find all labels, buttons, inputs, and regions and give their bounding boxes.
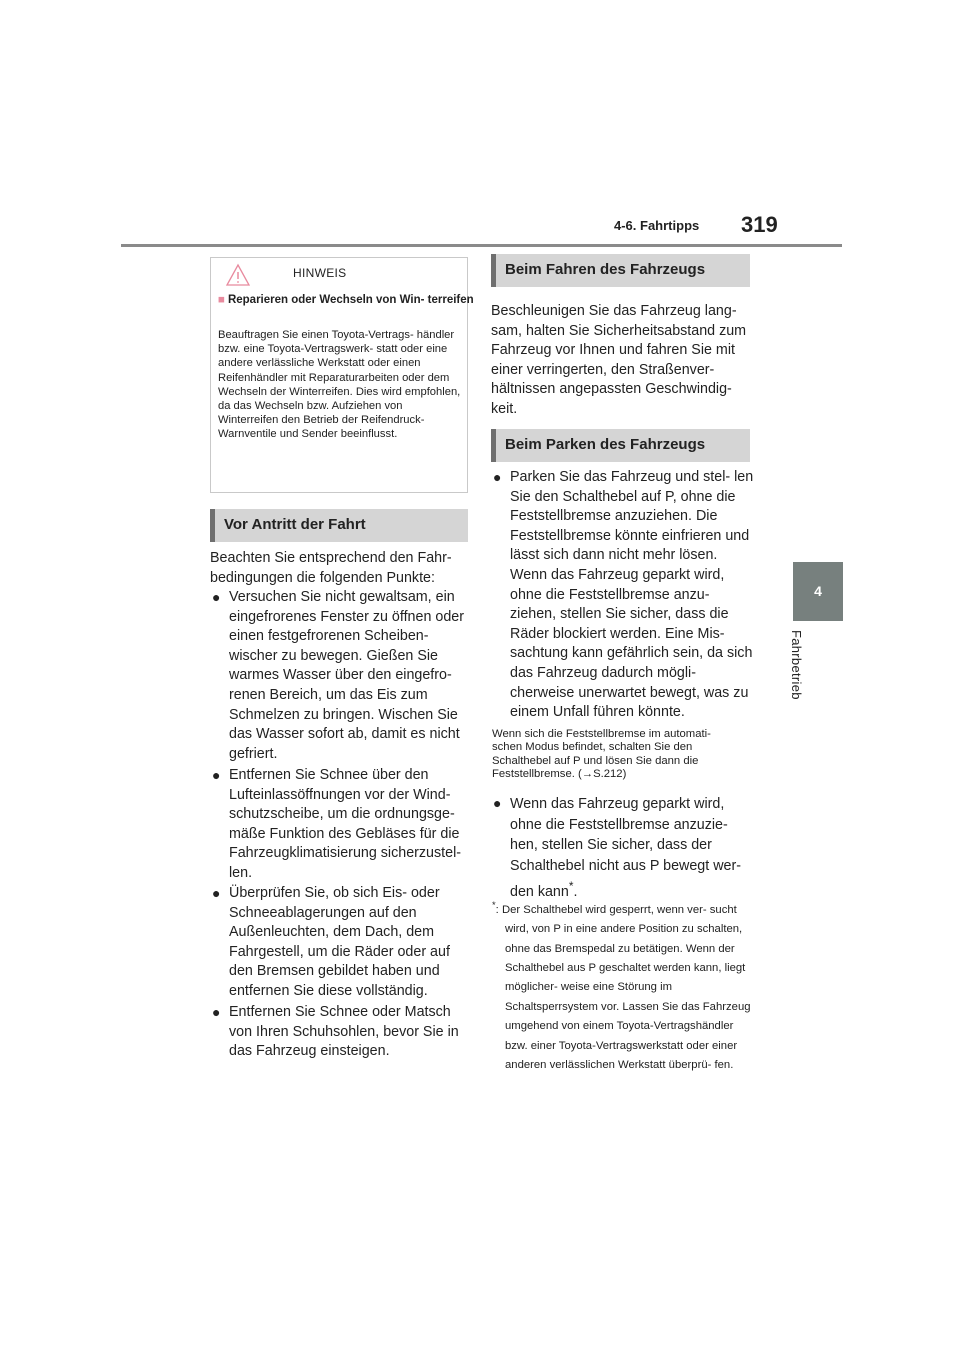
- warning-triangle-icon: [225, 263, 251, 287]
- footnote-ref: *: [568, 879, 574, 893]
- bullet-dot-icon: ●: [493, 469, 502, 485]
- footnote-marker: *: [492, 899, 496, 910]
- list-item: [212, 1003, 474, 1062]
- bullet-dot-icon: ●: [212, 767, 221, 783]
- list-item-end: .: [573, 883, 578, 900]
- list-item-text: Entfernen Sie Schnee oder Matsch von Ihren Schuhsohlen, bevor Sie in das Fahrzeug einsteigen.: [229, 1004, 459, 1060]
- list-item-text: Versuchen Sie nicht gewaltsam, ein eingefrorenes Fenster zu öffnen oder einen festgefrorenen Scheiben- wischer zu bewegen. Gießen Sie warmes Wasser über den eingefro- renen Bereich, um das Eis zum Schmelzen zu bringen. Wischen Sie das Wasser sofort ab, damit es nicht gefriert.: [229, 589, 464, 762]
- heading-beim-fahren-text: Beim Fahren des Fahrzeugs: [505, 261, 706, 278]
- note-subtitle: [218, 293, 477, 307]
- footnote-text: : Der Schalthebel wird gesperrt, wenn ver- sucht wird, von P in eine andere Position zu schalten, ohne das Bremspedal zu betätigen. Wenn der Schalthebel aus P geschaltet werden kann, liegt möglicher- weise eine Störung im Schaltsperrsystem vor. Lassen Sie das Fahrzeug umgehend von einem Toyota-Vertragshändler bzw. einer Toyota-Vertragswerkstatt oder einer anderen verlässlichen Werkstatt überprü- fen.: [495, 903, 751, 1072]
- list-item: [493, 794, 755, 902]
- bullet-dot-icon: ●: [212, 589, 221, 605]
- chapter-label: Fahrbetrieb: [789, 630, 804, 700]
- chapter-tab: [793, 562, 843, 621]
- note-title: HINWEIS: [293, 266, 347, 280]
- page-number: 319: [741, 212, 778, 237]
- heading-beim-parken-text: Beim Parken des Fahrzeugs: [505, 436, 706, 453]
- list-item-main-text: Wenn das Fahrzeug geparkt wird, ohne die Feststellbremse anzuzie- hen, stellen Sie sicher, dass der Schalthebel nicht aus P bewegt wer- den kann: [510, 796, 742, 900]
- heading-vor-antritt: [210, 509, 468, 542]
- list-item-text: Entfernen Sie Schnee über den Lufteinlassöffnungen vor der Wind- schutzscheibe, um die ordnungsge- mäße Funktion des Gebläses für die Fahrzeugklimatisierung sicherzustel- len.: [229, 767, 462, 881]
- driving-paragraph: Beschleunigen Sie das Fahrzeug lang- sam, halten Sie Sicherheitsabstand zum Fahrzeug vor Ihnen und fahren Sie mit einer verringerten, den Straßenver- hältnissen angepassten Geschwindig- keit.: [491, 303, 747, 417]
- list-item-text: [510, 794, 755, 902]
- square-bullet-icon: ■: [218, 294, 225, 306]
- chapter-number: 4: [814, 583, 822, 599]
- parking-brake-note: Wenn sich die Feststellbremse im automati- schen Modus befindet, schalten Sie den Schalthebel auf P und lösen Sie dann die Feststellbremse. (→S.212): [492, 728, 711, 781]
- list-item-text: Parken Sie das Fahrzeug und stel- len Sie den Schalthebel auf P, ohne die Feststellbremse anzuziehen. Die Feststellbremse könnte einfrieren und lässt sich dann nicht mehr lösen. Wenn das Fahrzeug geparkt wird, ohne die Feststellbremse anzu- ziehen, stellen Sie sicher, dass die Räder blockiert werden. Eine Mis- sachtung kann gefährlich sein, da sich das Fahrzeug dadurch mögli- cherweise unerwartet bewegt, was zu einem Unfall führen könnte.: [510, 469, 754, 721]
- list-item: [493, 468, 755, 723]
- list-item: [212, 884, 474, 1002]
- bullet-dot-icon: ●: [212, 885, 221, 901]
- note-box: [210, 257, 474, 493]
- heading-beim-parken: [491, 429, 750, 462]
- header-rule: [121, 244, 842, 247]
- heading-beim-fahren: [491, 254, 750, 287]
- heading-vor-antritt-text: Vor Antritt der Fahrt: [224, 516, 366, 533]
- bullet-dot-icon: ●: [212, 1004, 221, 1020]
- intro-paragraph: Beachten Sie entsprechend den Fahr- bedingungen die folgenden Punkte:: [210, 550, 452, 586]
- section-title: 4-6. Fahrtipps: [614, 218, 700, 233]
- note-text: Beauftragen Sie einen Toyota-Vertrags- händler bzw. eine Toyota-Vertragswerk- statt oder eine andere verlässliche Werkstatt oder einen Reifenhändler mit Reparaturarbeiten oder dem Wechseln der Winterreifen. Dies wird empfohlen, da das Wechseln bzw. Aufziehen von Winterreifen den Betrieb der Reifendruck-Warnventile und Sender beeinflusst.: [218, 329, 461, 441]
- footnote: [492, 895, 754, 1075]
- list-item: [212, 766, 474, 884]
- list-item-text: Überprüfen Sie, ob sich Eis- oder Schneeablagerungen auf den Außenleuchten, dem Dach, dem Fahrgestell, um die Räder oder auf den Bremsen gebildet haben und entfernen Sie diese vollständig.: [229, 885, 450, 999]
- list-item: [212, 588, 474, 764]
- bullet-dot-icon: ●: [493, 795, 502, 811]
- note-subtitle-text: Reparieren oder Wechseln von Win- terreifen: [227, 294, 474, 306]
